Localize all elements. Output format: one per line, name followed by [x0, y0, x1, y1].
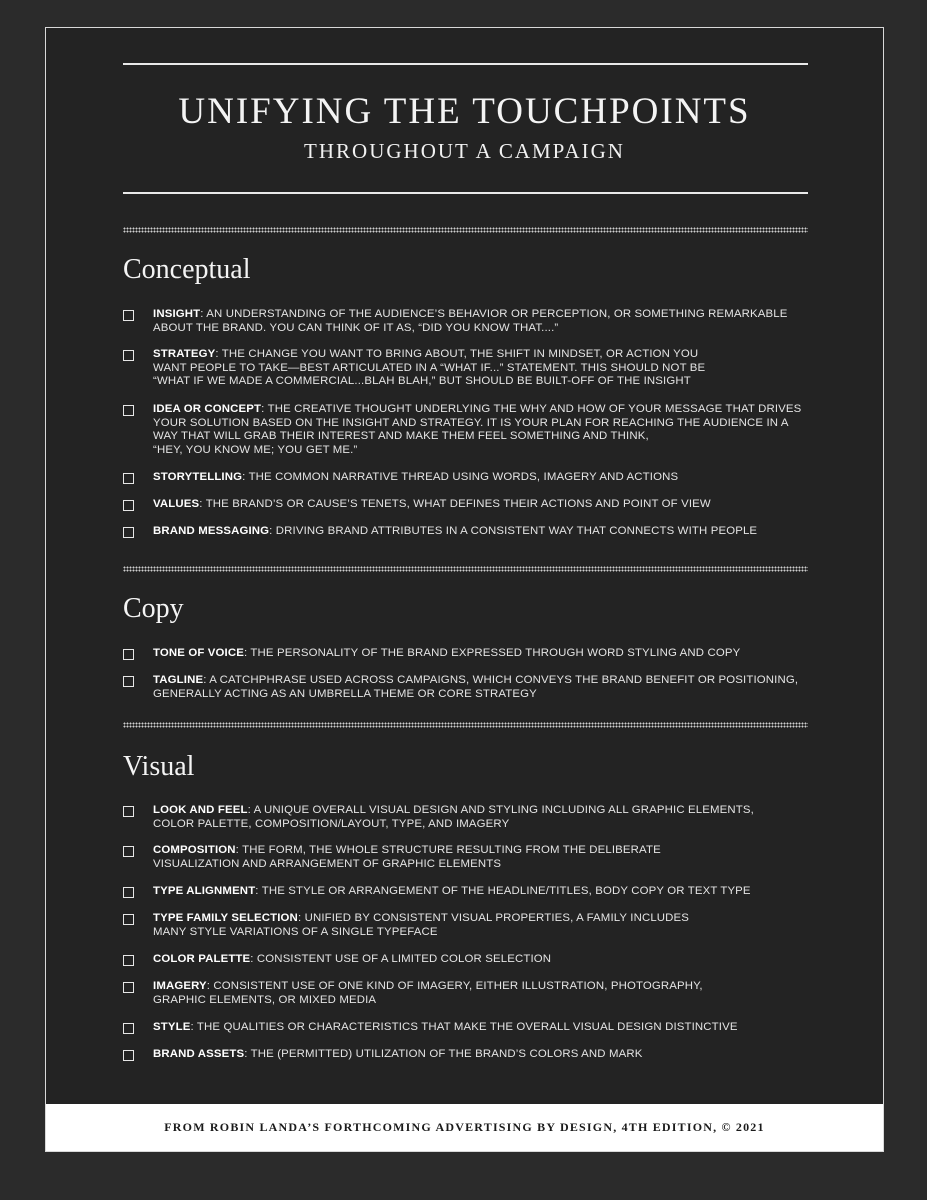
item-text: : CONSISTENT USE OF A LIMITED COLOR SELECTION	[250, 953, 552, 965]
item-term: TYPE ALIGNMENT	[153, 885, 256, 897]
title-bottom-rule	[123, 192, 808, 194]
item-term: STYLE	[153, 1021, 191, 1033]
item-text: : THE FORM, THE WHOLE STRUCTURE RESULTING FROM THE DELIBERATE	[235, 844, 661, 856]
section-visual	[123, 750, 813, 1060]
item-text: MANY STYLE VARIATIONS OF A SINGLE TYPEFACE	[153, 925, 438, 938]
section-copy	[123, 592, 813, 700]
page-subtitle: THROUGHOUT A CAMPAIGN	[304, 139, 625, 163]
item-text: : THE (PERMITTED) UTILIZATION OF THE BRAND’S COLORS AND MARK	[244, 1048, 643, 1060]
item-term: BRAND MESSAGING	[153, 525, 270, 537]
item-text: YOUR SOLUTION BASED ON THE INSIGHT AND STRATEGY. IT IS YOUR PLAN FOR REACHING THE AUDIENCE IN A	[153, 416, 789, 429]
item-text: : THE QUALITIES OR CHARACTERISTICS THAT MAKE THE OVERALL VISUAL DESIGN DISTINCTIVE	[190, 1021, 738, 1033]
checkbox[interactable]	[123, 1023, 134, 1034]
item-text: COLOR PALETTE, COMPOSITION/LAYOUT, TYPE, AND IMAGERY	[153, 817, 510, 830]
top-rule	[123, 63, 808, 65]
checkbox[interactable]	[123, 955, 134, 966]
item-term: COMPOSITION	[153, 844, 236, 856]
checkbox[interactable]	[123, 649, 134, 660]
item-text: : THE CHANGE YOU WANT TO BRING ABOUT, THE SHIFT IN MINDSET, OR ACTION YOU	[215, 348, 699, 360]
item-text: ABOUT THE BRAND. YOU CAN THINK OF IT AS, “DID YOU KNOW THAT....”	[153, 321, 559, 334]
checkbox[interactable]	[123, 914, 134, 925]
section-heading: Visual	[123, 751, 195, 782]
item-text: : A UNIQUE OVERALL VISUAL DESIGN AND STYLING INCLUDING ALL GRAPHIC ELEMENTS,	[247, 804, 754, 816]
checkbox[interactable]	[123, 310, 134, 321]
checkbox[interactable]	[123, 1050, 134, 1061]
checkbox[interactable]	[123, 527, 134, 538]
item-text: : THE CREATIVE THOUGHT UNDERLYING THE WHY AND HOW OF YOUR MESSAGE THAT DRIVES	[261, 403, 802, 415]
item-term: COLOR PALETTE	[153, 953, 251, 965]
item-text: GRAPHIC ELEMENTS, OR MIXED MEDIA	[153, 993, 377, 1006]
item-term: LOOK AND FEEL	[153, 804, 248, 816]
checkbox[interactable]	[123, 500, 134, 511]
item-text: : THE PERSONALITY OF THE BRAND EXPRESSED THROUGH WORD STYLING AND COPY	[243, 647, 741, 659]
item-text: WAY THAT WILL GRAB THEIR INTEREST AND MAKE THEM FEEL SOMETHING AND THINK,	[153, 430, 649, 442]
item-text: : AN UNDERSTANDING OF THE AUDIENCE’S BEHAVIOR OR PERCEPTION, OR SOMETHING REMARKABLE	[200, 308, 788, 320]
section-heading: Copy	[123, 593, 184, 624]
checkbox[interactable]	[123, 405, 134, 416]
item-term: IDEA OR CONCEPT	[153, 403, 262, 415]
dotted-divider	[123, 566, 808, 572]
checkbox[interactable]	[123, 806, 134, 817]
item-term: STRATEGY	[153, 348, 216, 360]
checkbox[interactable]	[123, 982, 134, 993]
item-text: VISUALIZATION AND ARRANGEMENT OF GRAPHIC ELEMENTS	[153, 857, 502, 870]
checkbox[interactable]	[123, 676, 134, 687]
item-text: : A CATCHPHRASE USED ACROSS CAMPAIGNS, WHICH CONVEYS THE BRAND BENEFIT OR POSITIONING,	[203, 674, 799, 686]
item-text: : THE STYLE OR ARRANGEMENT OF THE HEADLINE/TITLES, BODY COPY OR TEXT TYPE	[255, 885, 751, 897]
item-text: GENERALLY ACTING AS AN UMBRELLA THEME OR CORE STRATEGY	[153, 687, 537, 700]
checkbox[interactable]	[123, 350, 134, 361]
item-text: “WHAT IF WE MADE A COMMERCIAL...BLAH BLAH,” BUT SHOULD BE BUILT-OFF OF THE INSIGHT	[153, 375, 691, 387]
checkbox[interactable]	[123, 473, 134, 484]
item-text: : CONSISTENT USE OF ONE KIND OF IMAGERY, EITHER ILLUSTRATION, PHOTOGRAPHY,	[206, 980, 703, 992]
item-text: : UNIFIED BY CONSISTENT VISUAL PROPERTIES, A FAMILY INCLUDES	[297, 912, 690, 924]
item-text: : THE COMMON NARRATIVE THREAD USING WORDS, IMAGERY AND ACTIONS	[242, 471, 679, 483]
item-term: TONE OF VOICE	[153, 647, 244, 659]
item-term: STORYTELLING	[153, 471, 243, 483]
item-text: : DRIVING BRAND ATTRIBUTES IN A CONSISTENT WAY THAT CONNECTS WITH PEOPLE	[269, 525, 758, 537]
item-text: “HEY, YOU KNOW ME; YOU GET ME.”	[153, 443, 358, 456]
footer-credit: FROM ROBIN LANDA’S FORTHCOMING ADVERTISING BY DESIGN, 4TH EDITION, © 2021	[46, 1104, 883, 1151]
item-term: INSIGHT	[153, 308, 201, 320]
section-conceptual	[123, 253, 813, 537]
item-term: TYPE FAMILY SELECTION	[153, 912, 298, 924]
checkbox[interactable]	[123, 887, 134, 898]
page-title: UNIFYING THE TOUCHPOINTS	[178, 91, 751, 132]
dotted-divider	[123, 722, 808, 728]
item-term: IMAGERY	[153, 980, 207, 992]
item-term: BRAND ASSETS	[153, 1048, 245, 1060]
item-text: WANT PEOPLE TO TAKE—BEST ARTICULATED IN A “WHAT IF...” STATEMENT. THIS SHOULD NOT BE	[153, 361, 706, 374]
item-text: : THE BRAND’S OR CAUSE’S TENETS, WHAT DEFINES THEIR ACTIONS AND POINT OF VIEW	[199, 498, 711, 510]
section-heading: Conceptual	[123, 254, 251, 285]
checkbox[interactable]	[123, 846, 134, 857]
item-term: VALUES	[153, 498, 200, 510]
dotted-divider	[123, 227, 808, 233]
item-term: TAGLINE	[153, 674, 204, 686]
